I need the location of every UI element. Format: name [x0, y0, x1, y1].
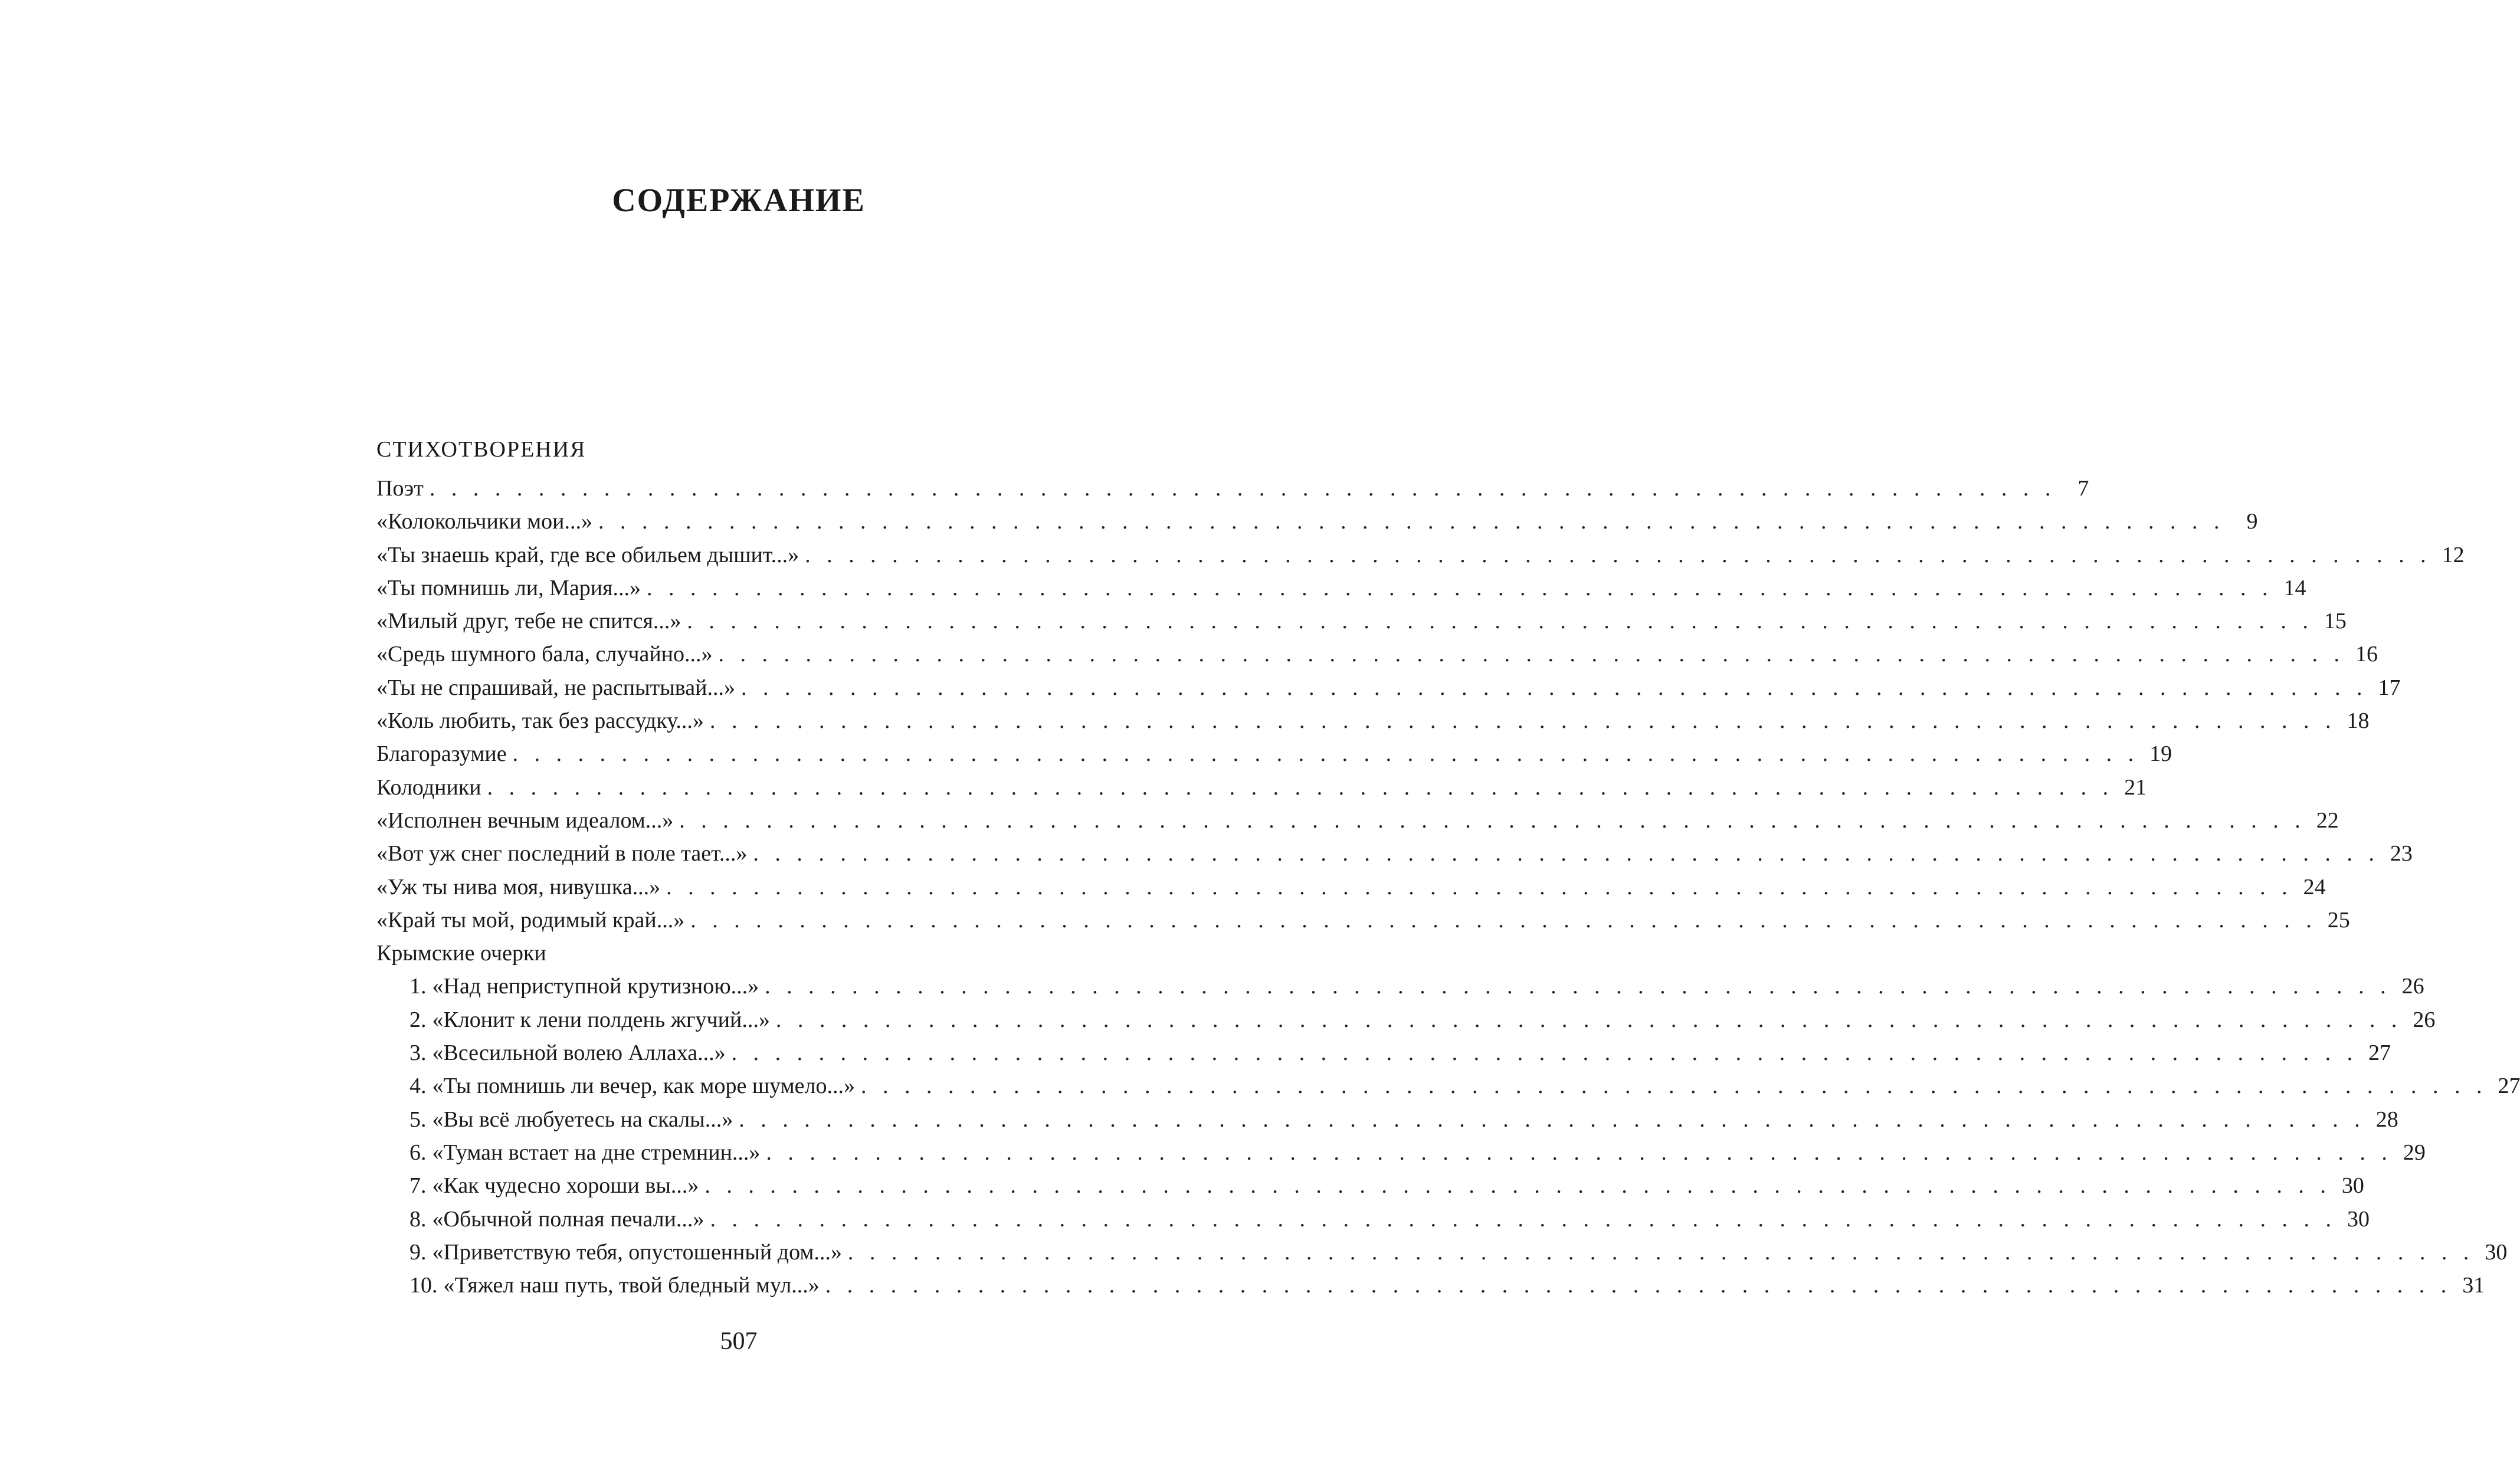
toc-subentry[interactable]: [376, 1003, 2436, 1036]
entry-title: «Ты знаешь край, где все обильем дышит...»: [376, 542, 799, 567]
dot-leader: . . . . . . . . . . . . . . . . . . . . . . . . . . . . . . . . . . . . . . . . . . . . . . . . . . . . . . . . . . . . . . . . . . . . . . . . . . .: [739, 1107, 2365, 1132]
entry-number: 5.: [409, 1107, 427, 1132]
entry-page-number: 30: [2485, 1239, 2508, 1265]
dot-leader: . . . . . . . . . . . . . . . . . . . . . . . . . . . . . . . . . . . . . . . . . . . . . . . . . . . . . . . . . . . . . . . . . . . . . . . . . . .: [847, 1239, 2475, 1265]
toc-subentry[interactable]: [376, 1203, 2370, 1236]
entry-title: Поэт: [376, 476, 424, 501]
toc-entry[interactable]: [376, 605, 2347, 638]
dot-leader: . . . . . . . . . . . . . . . . . . . . . . . . . . . . . . . . . . . . . . . . . . . . . . . . . . . . . . . . . . . . . . . . . . . . . . . . . . .: [512, 741, 2139, 767]
dot-leader: . . . . . . . . . . . . . . . . . . . . . . . . . . . . . . . . . . . . . . . . . . . . . . . . . . . . . . . . . . . . . . . . . . . . . . . . . . .: [679, 808, 2306, 833]
dot-leader: . . . . . . . . . . . . . . . . . . . . . . . . . . . . . . . . . . . . . . . . . . . . . . . . . . . . . . . . . . . . . . . . . . . . . . . . . . .: [666, 874, 2293, 900]
entry-page-number: 31: [2462, 1273, 2485, 1298]
toc-subentry[interactable]: [376, 1236, 2508, 1269]
entry-number: 3.: [409, 1041, 427, 1066]
toc-entry[interactable]: [376, 671, 2401, 704]
toc-entry[interactable]: [376, 472, 2089, 505]
dot-leader: . . . . . . . . . . . . . . . . . . . . . . . . . . . . . . . . . . . . . . . . . . . . . . . . . . . . . . . . . . . . . . . . . . . . . . . . . . .: [704, 1173, 2331, 1199]
entry-title: «Коль любить, так без рассудку...»: [376, 708, 704, 734]
entry-title: «Колокольчики мои...»: [376, 509, 592, 534]
table-of-contents: [376, 427, 2520, 1302]
dot-leader: . . . . . . . . . . . . . . . . . . . . . . . . . . . . . . . . . . . . . . . . . . . . . . . . . . . . . . . . . . . . . . . . . . . . . . . . . . .: [731, 1041, 2358, 1066]
entry-title: «Исполнен вечным идеалом...»: [376, 808, 674, 833]
entry-number: 9.: [409, 1239, 427, 1265]
toc-subentry[interactable]: [376, 1069, 2520, 1102]
entry-number: 4.: [409, 1074, 427, 1099]
dot-leader: . . . . . . . . . . . . . . . . . . . . . . . . . . . . . . . . . . . . . . . . . . . . . . . . . . . . . . . . . . . . . . . . . . . . . . . . . . .: [709, 708, 2337, 734]
dot-leader: . . . . . . . . . . . . . . . . . . . . . . . . . . . . . . . . . . . . . . . . . . . . . . . . . . . . . . . . . . . . . . . . . . . . . . . . . . .: [710, 1206, 2337, 1232]
dot-leader: . . . . . . . . . . . . . . . . . . . . . . . . . . . . . . . . . . . . . . . . . . . . . . . . . . . . . . . . . . . . . . . . . . . . . . . . . . .: [775, 1007, 2403, 1032]
entry-page-number: 18: [2347, 708, 2370, 734]
entry-page-number: 26: [2401, 974, 2424, 999]
entry-title: «Вы всё любуетесь на скалы...»: [432, 1107, 733, 1132]
toc-entry[interactable]: [376, 904, 2350, 937]
toc-subentry[interactable]: [376, 1269, 2485, 1302]
entry-page-number: 29: [2403, 1140, 2426, 1165]
entry-title: «Вот уж снег последний в поле тает...»: [376, 841, 748, 866]
entry-page-number: 17: [2378, 675, 2401, 700]
entry-page-number: 27: [2498, 1074, 2520, 1099]
toc-entry[interactable]: [376, 539, 2465, 572]
entry-number: 1.: [409, 974, 427, 999]
dot-leader: . . . . . . . . . . . . . . . . . . . . . . . . . . . . . . . . . . . . . . . . . . . . . . . . . . . . . . . . . . . . . . . . . . . . . . . . . . .: [753, 841, 2380, 866]
toc-entry[interactable]: [376, 771, 2147, 804]
entry-page-number: 19: [2149, 741, 2172, 767]
entry-page-number: 21: [2124, 774, 2147, 800]
dot-leader: . . . . . . . . . . . . . . . . . . . . . . . . . . . . . . . . . . . . . . . . . . . . . . . . . . . . . . . . . . . . . . . . . . . . . . . . . . .: [766, 1140, 2393, 1165]
entry-title: «Обычной полная печали...»: [432, 1206, 704, 1232]
entry-number: 8.: [409, 1206, 427, 1232]
toc-entry[interactable]: [376, 704, 2370, 737]
dot-leader: . . . . . . . . . . . . . . . . . . . . . . . . . . . . . . . . . . . . . . . . . . . . . . . . . . . . . . . . . . . . . . . . . . . . . . . . . . .: [687, 609, 2313, 634]
entry-title: «Тяжел наш путь, твой бледный мул...»: [443, 1273, 820, 1298]
entry-title: «Приветствую тебя, опустошенный дом...»: [432, 1239, 842, 1265]
dot-leader: . . . . . . . . . . . . . . . . . . . . . . . . . . . . . . . . . . . . . . . . . . . . . . . . . . . . . . . . . . . . . . . . . . . . . . . . . . .: [718, 642, 2345, 667]
toc-subentry[interactable]: [376, 1036, 2391, 1069]
dot-leader: . . . . . . . . . . . . . . . . . . . . . . . . . . . . . . . . . . . . . . . . . . . . . . . . . . . . . . . . . . . . . . . . . . . . . . . . . . .: [429, 476, 2056, 501]
entry-title: «Клонит к лени полдень жгучий...»: [432, 1007, 770, 1032]
entry-number: 2.: [409, 1007, 427, 1032]
dot-leader: . . . . . . . . . . . . . . . . . . . . . . . . . . . . . . . . . . . . . . . . . . . . . . . . . . . . . . . . . . . . . . . . . . . . . . . . . . .: [765, 974, 2391, 999]
entry-title: «Средь шумного бала, случайно...»: [376, 642, 713, 667]
entry-title: «Ты помнишь ли, Мария...»: [376, 575, 641, 600]
entry-title: Благоразумие: [376, 741, 507, 767]
entry-title: «Как чудесно хороши вы...»: [432, 1173, 699, 1199]
group-heading: Крымские очерки: [376, 941, 546, 966]
toc-entry[interactable]: [376, 572, 2306, 605]
toc-subentry[interactable]: [376, 970, 2424, 1003]
page-number: 507: [720, 1328, 758, 1355]
entry-page-number: 9: [2246, 509, 2258, 534]
entry-title: «Над неприступной крутизною...»: [432, 974, 759, 999]
dot-leader: . . . . . . . . . . . . . . . . . . . . . . . . . . . . . . . . . . . . . . . . . . . . . . . . . . . . . . . . . . . . . . . . . . . . . . . . . . .: [598, 509, 2225, 534]
entry-page-number: 12: [2442, 542, 2465, 567]
entry-page-number: 23: [2390, 841, 2413, 866]
toc-entry[interactable]: [376, 505, 2258, 538]
entry-title: Колодники: [376, 774, 481, 800]
entry-page-number: 22: [2316, 808, 2339, 833]
entry-page-number: 14: [2283, 575, 2306, 600]
toc-subentry[interactable]: [376, 1136, 2426, 1169]
toc-entry[interactable]: [376, 737, 2172, 770]
entry-title: «Уж ты нива моя, нивушка...»: [376, 874, 661, 900]
entry-title: «Милый друг, тебе не спится...»: [376, 609, 681, 634]
entry-number: 6.: [409, 1140, 427, 1165]
toc-list: [376, 472, 2520, 1302]
dot-leader: . . . . . . . . . . . . . . . . . . . . . . . . . . . . . . . . . . . . . . . . . . . . . . . . . . . . . . . . . . . . . . . . . . . . . . . . . . .: [690, 907, 2317, 933]
toc-subentry[interactable]: [376, 1169, 2364, 1202]
section-heading: СТИХОТВОРЕНИЯ: [376, 437, 586, 462]
toc-entry[interactable]: [376, 871, 2326, 904]
entry-title: «Край ты мой, родимый край...»: [376, 907, 685, 933]
entry-title: «Ты помнишь ли вечер, как море шумело...»: [432, 1074, 855, 1099]
entry-title: «Всесильной волею Аллаха...»: [432, 1041, 726, 1066]
entry-page-number: 15: [2324, 609, 2347, 634]
entry-page-number: 24: [2303, 874, 2326, 900]
entry-title: «Ты не спрашивай, не распытывай...»: [376, 675, 735, 700]
entry-title: «Туман встает на дне стремнин...»: [432, 1140, 761, 1165]
entry-page-number: 7: [2077, 476, 2089, 501]
dot-leader: . . . . . . . . . . . . . . . . . . . . . . . . . . . . . . . . . . . . . . . . . . . . . . . . . . . . . . . . . . . . . . . . . . . . . . . . . . .: [825, 1273, 2452, 1298]
entry-page-number: 27: [2368, 1041, 2391, 1066]
entry-page-number: 28: [2375, 1107, 2398, 1132]
entry-number: 7.: [409, 1173, 427, 1199]
dot-leader: . . . . . . . . . . . . . . . . . . . . . . . . . . . . . . . . . . . . . . . . . . . . . . . . . . . . . . . . . . . . . . . . . . . . . . . . . . .: [740, 675, 2368, 700]
toc-entry[interactable]: [376, 804, 2339, 837]
entry-page-number: 16: [2355, 642, 2378, 667]
dot-leader: . . . . . . . . . . . . . . . . . . . . . . . . . . . . . . . . . . . . . . . . . . . . . . . . . . . . . . . . . . . . . . . . . . . . . . . . . . .: [487, 774, 2114, 800]
toc-subentry[interactable]: [376, 1103, 2398, 1136]
dot-leader: . . . . . . . . . . . . . . . . . . . . . . . . . . . . . . . . . . . . . . . . . . . . . . . . . . . . . . . . . . . . . . . . . . . . . . . . . . .: [647, 575, 2273, 600]
entry-page-number: 25: [2327, 907, 2350, 933]
toc-entry[interactable]: [376, 837, 2413, 870]
entry-number: 10.: [409, 1273, 438, 1298]
entry-page-number: 26: [2413, 1007, 2436, 1032]
dot-leader: . . . . . . . . . . . . . . . . . . . . . . . . . . . . . . . . . . . . . . . . . . . . . . . . . . . . . . . . . . . . . . . . . . . . . . . . . . .: [805, 542, 2431, 567]
dot-leader: . . . . . . . . . . . . . . . . . . . . . . . . . . . . . . . . . . . . . . . . . . . . . . . . . . . . . . . . . . . . . . . . . . . . . . . . . . .: [860, 1074, 2488, 1099]
entry-page-number: 30: [2341, 1173, 2364, 1199]
page-title: СОДЕРЖАНИЕ: [612, 182, 866, 219]
toc-entry[interactable]: [376, 638, 2378, 671]
entry-page-number: 30: [2347, 1206, 2370, 1232]
